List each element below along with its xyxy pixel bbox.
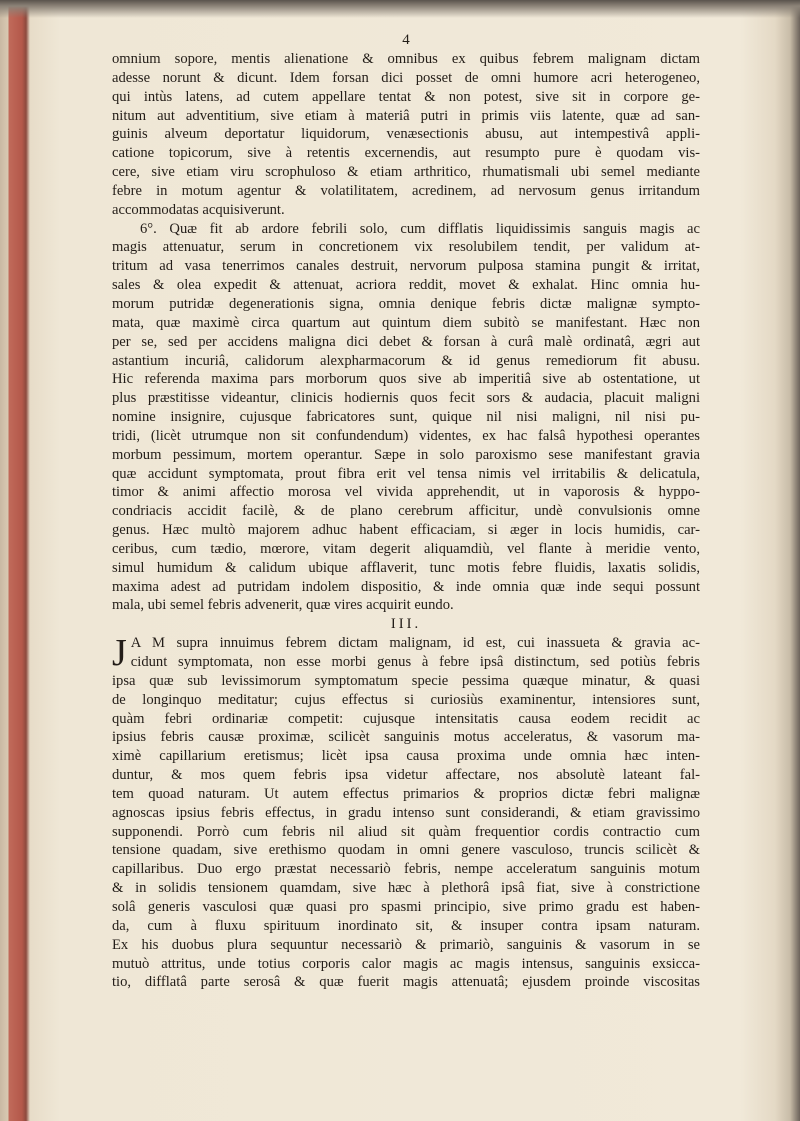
text-line: ipsius febris causæ proximæ, scilicèt sanguinis motus acceleratus, & vasorum ma- <box>112 729 700 746</box>
document-page <box>112 30 700 991</box>
paragraph-3 <box>112 634 700 992</box>
text-line: omnium sopore, mentis alienatione & omnibus ex quibus febrem malignam dictam <box>112 51 700 67</box>
text-line: cidunt symptomata, non esse morbi genus à febre ipsâ distinctum, sed potiùs febris <box>130 654 700 670</box>
text-line: febre in motum agentur & volatilitatem, acredinem, ad nervosum genus irritandum <box>112 182 700 199</box>
text-line: ximè capillarium eretismus; licèt ipsa causa proxima unde omnia hæc inten- <box>112 748 700 765</box>
text-line: mata, quæ maximè circa quartum aut quintum diem subitò se manifestant. Hæc non <box>112 314 700 331</box>
text-line: qui intùs latens, ad cutem appellare tentat & non potest, sive sit in corpore ge- <box>112 88 700 105</box>
text-line: capillaribus. Duo ergo præstat necessariò febris, nempe acceleratum sanguinis motum <box>112 861 700 878</box>
text-line: astantium incuriâ, calidorum alexpharmacorum & id genus remediorum fit abusu. <box>112 352 700 369</box>
text-line: ceribus, cum tædio, mœrore, vitam degerit aliquamdiù, vel flante à meridie vento, <box>112 540 700 557</box>
text-line: cere, sive etiam viru scrophuloso & etiam arthritico, rhumatismali ubi semel mediante <box>112 164 700 181</box>
text-line: de longinquo meditatur; cujus effectus si curiosiùs examinentur, intensiores sunt, <box>112 691 700 708</box>
paragraph-1 <box>112 50 700 220</box>
text-line: tem quoad naturam. Ut autem effectus primarios & proprios dictæ febri malignæ <box>112 785 700 802</box>
dropcap-initial: J <box>112 632 127 675</box>
page-number: 4 <box>402 32 410 48</box>
text-line: accommodatas acquisiverunt. <box>112 201 285 218</box>
section-number: III. <box>390 616 422 633</box>
text-line: genus. Hæc multò majorem adhuc habent efficaciam, si æger in locis humidis, car- <box>112 522 700 539</box>
text-line: mutuò attritus, unde totius corporis calor magis ac magis intensus, sanguinis exsicca- <box>112 955 700 972</box>
text-line: simul humidum & calidum ubique afflaverit, tunc motis febre fluidis, laxatis solidis, <box>112 559 700 576</box>
text-line: guinis alveum deportatur liquidorum, venæsectionis abusu, aut intempestivâ appli- <box>112 126 700 143</box>
text-line: nomine insignire, cujusque fabricatores sunt, quique nil nisi maligni, nil nisi pu- <box>112 409 700 426</box>
text-line: nitum aut adventitium, sive etiam à materiâ putri in primis viis latente, quæ ad san- <box>112 107 700 124</box>
text-line: maxima adest ad putridam indolem dispositio, & inde omnia quæ inde sequi possunt <box>112 578 700 595</box>
text-line: supponendi. Porrò cum febris nil aliud sit quàm frequentior cordis contractio cum <box>112 823 700 840</box>
text-line: agnoscas ipsius febris effectus, in gradu intenso sunt considerandi, & etiam gravissimo <box>112 804 700 821</box>
text-line: quàm febri ordinariæ competit: cujusque intensitatis causa eodem recidit ac <box>112 710 700 727</box>
text-line: plus præstitisse videantur, clinicis hodiernis quos fecit sors & audacia, placuit maligni <box>112 390 700 407</box>
text-line: condriacis accidit facilè, & de plano cerebrum afficitur, undè convulsionis omne <box>112 503 700 520</box>
paragraph-2 <box>112 220 700 616</box>
dropcap-block <box>112 632 700 675</box>
text-line: mala, ubi semel febris advenerit, quæ vires acquirit eundo. <box>112 597 454 614</box>
text-line: morbum pessimum, mortem operantur. Sæpe in solo paroxismo sese manifestant gravia <box>112 446 700 463</box>
text-line: sales & olea expedit & attenuat, acriora reddit, movet & exhalat. Hinc omnia hu- <box>112 277 700 294</box>
text-line: morum putridæ degenerationis signa, omnia denique febris dictæ malignæ sympto- <box>112 295 700 312</box>
text-line: tridi, (licèt utrumque non sit confundendum) videntes, ex hac falsâ hypothesi operantes <box>112 427 700 444</box>
text-line: catione topicorum, sive à retentis excernendis, aut resumpto pure è quodam vis- <box>112 145 700 162</box>
text-line: adesse norunt & dicunt. Idem forsan dici posset de omni humore acri heterogeneo, <box>112 69 700 86</box>
text-line: duntur, & mos quem febris ipsa videtur affectare, nos absolutè lateant fal- <box>112 767 700 784</box>
text-line: tio, difflatâ parte serosâ & quæ fuerit magis attenuatâ; ejusdem proinde viscositas <box>112 974 700 991</box>
text-line: tritum ad vasa tenerrimos canales destruit, nervorum pulposa stamina pungit & irritat, <box>112 258 700 275</box>
text-line: & in solidis tensionem quamdam, sive hæc à plethorâ ipsâ fiat, sive à constrictione <box>112 880 700 897</box>
text-line: ipsa quæ sub levissimorum symptomatum specie pessima quæque minatur, & quasi <box>112 672 700 689</box>
text-line: magis attenuatur, serum in concretionem vix resolubilem tendit, per validum at- <box>112 239 700 256</box>
text-line: da, cum à fluxu spirituum inordinato sit, & insuper contra ipsam naturam. <box>112 917 700 934</box>
text-line: quæ accidunt symptomata, prout fibra erit vel tensa nimis vel irritabilis & delicatula, <box>112 465 700 482</box>
text-line: solâ generis vasculosi quæ quasi pro spasmi principio, sive primo gradu est haben- <box>112 898 700 915</box>
text-line: 6°. Quæ fit ab ardore febrili solo, cum difflatis liquidissimis sanguis magis ac <box>140 220 700 237</box>
text-line: Hic referenda maxima pars morborum quos sive ab imperitiâ sive ab ostentatione, ut <box>112 371 700 388</box>
text-line: Ex his duobus plura sequuntur necessariò & primariò, sanguinis & vasorum in se <box>112 936 700 953</box>
text-line: A M supra innuimus febrem dictam malignam, id est, cui inassueta & gravia ac- <box>130 635 700 652</box>
text-line: timor & animi affectio morosa vel vivida apprehendit, ut in vaporosis & hyppo- <box>112 484 700 501</box>
text-line: tensione quadam, sive erethismo quodam in omni genere vasculoso, truncis scilicèt & <box>112 842 700 859</box>
text-line: per se, sed per accidens maligna dici debet & forsan à curâ malè ordinatâ, ægri aut <box>112 333 700 350</box>
page-edge-shadow <box>0 0 800 18</box>
